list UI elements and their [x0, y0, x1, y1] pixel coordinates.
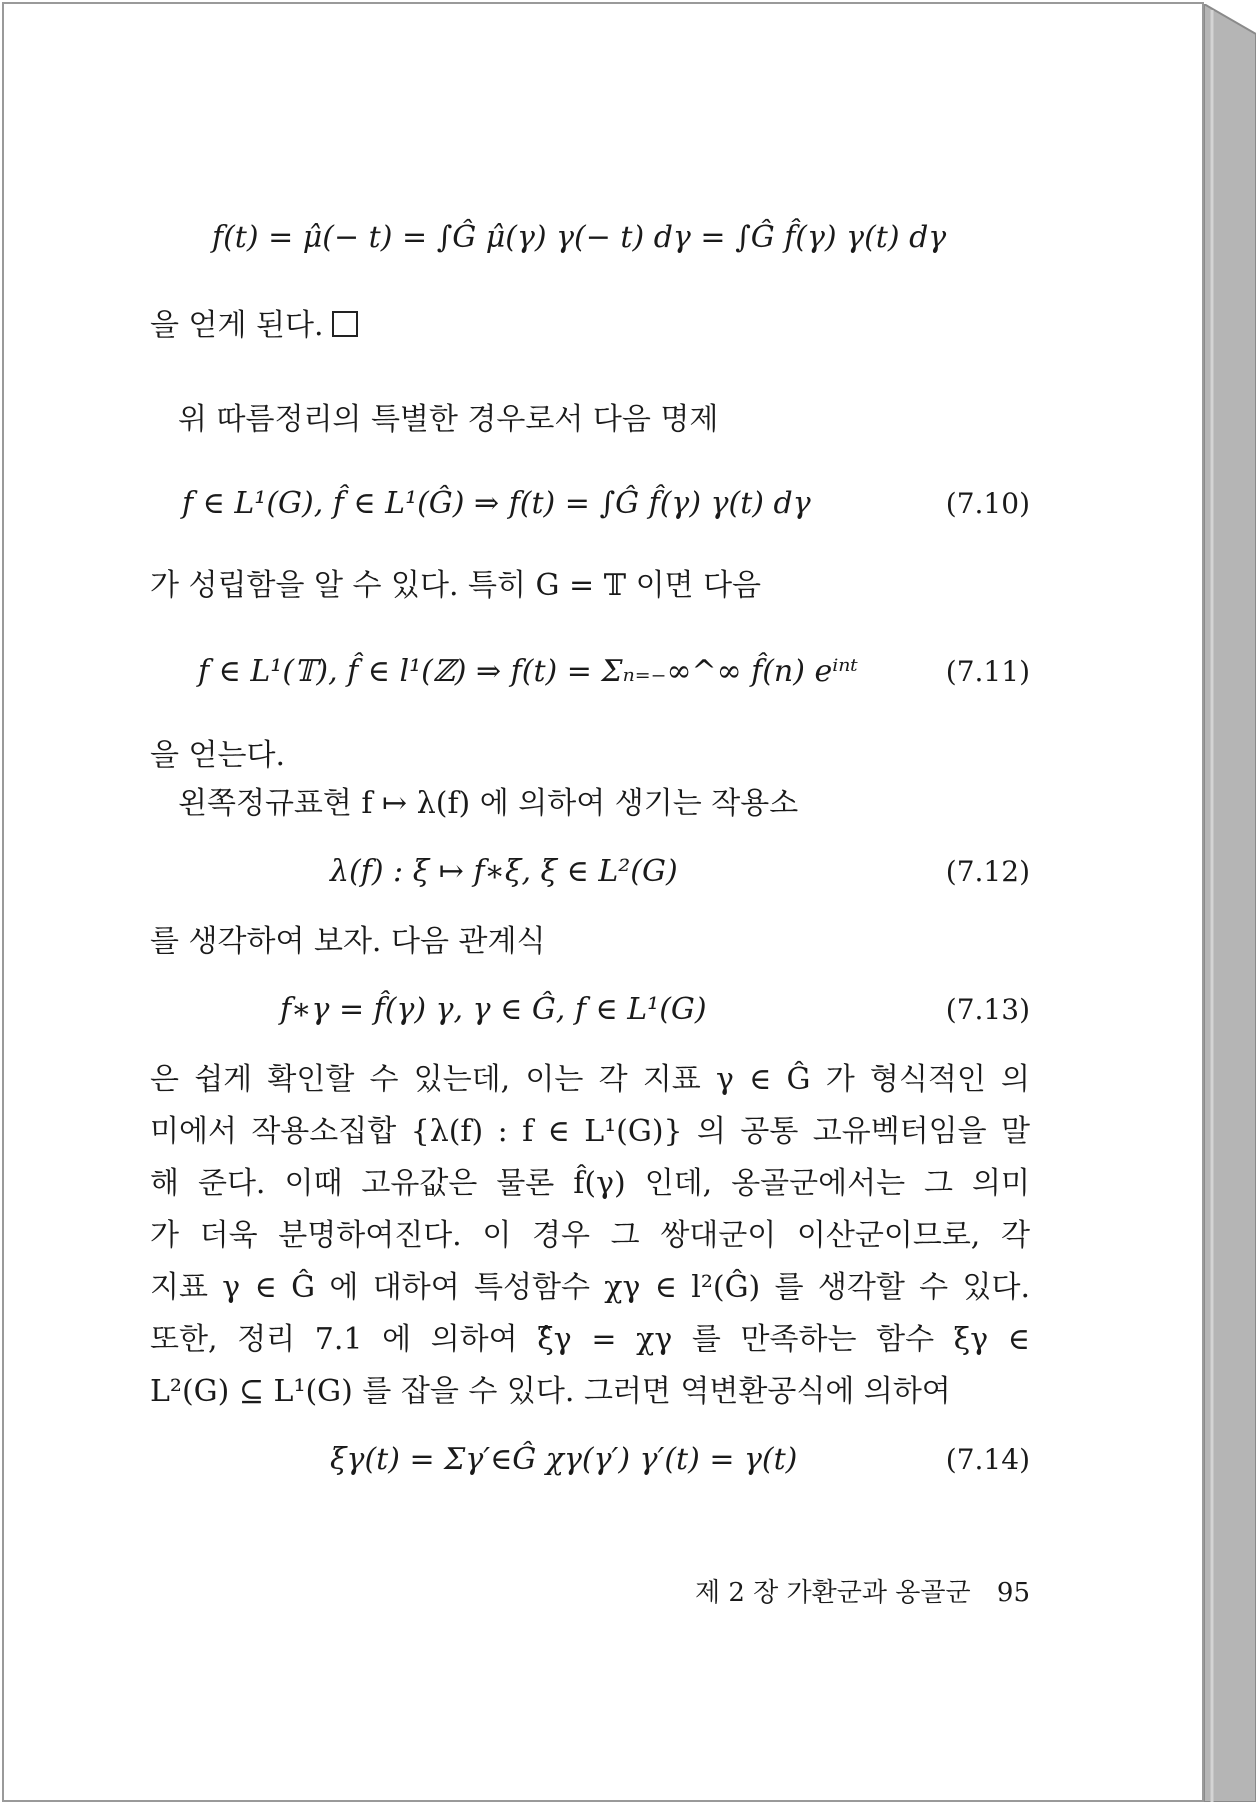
text-line: 미에서 작용소집합 {λ(f) : f ∈ L¹(G)} 의 공통 고유벡터임을 말 — [150, 1114, 1030, 1149]
text-line: 지표 γ ∈ Ĝ 에 대하여 특성함수 χγ ∈ l²(Ĝ) 를 생각할 수 있다. — [150, 1270, 1030, 1305]
chapter-title: 제 2 장 가환군과 옹골군 — [694, 1578, 971, 1608]
page-number: 95 — [996, 1578, 1030, 1608]
text-line: 또한, 정리 7.1 에 의하여 ξ̂γ = χγ 를 만족하는 함수 ξγ ∈ — [150, 1322, 1030, 1357]
page-footer — [695, 1572, 1030, 1609]
text-line: 을 얻는다. — [150, 738, 285, 773]
text-line: 가 더욱 분명하여진다. 이 경우 그 쌍대군이 이산군이므로, 각 — [150, 1218, 1030, 1253]
equation-7-12: λ(f) : ξ ↦ f∗ξ, ξ ∈ L²(G) — [330, 854, 678, 889]
equation-7-11: f ∈ L¹(𝕋), f̂ ∈ l¹(ℤ) ⇒ f(t) = Σₙ₌₋∞^∞ f̂(n) eⁱⁿᵗ — [198, 654, 858, 689]
text-line: 해 준다. 이때 고유값은 물론 f̂(γ) 인데, 옹골군에서는 그 의미 — [150, 1166, 1030, 1201]
text-line: 을 얻게 된다. — [150, 306, 1030, 346]
page-edge — [1204, 4, 1256, 1802]
qed-box-icon — [332, 311, 358, 337]
text-line: 왼쪽정규표현 f ↦ λ(f) 에 의하여 생기는 작용소 — [178, 786, 799, 821]
equation-7-14: ξγ(t) = Σγ′∈Ĝ χγ(γ′) γ′(t) = γ(t) — [330, 1442, 798, 1477]
equation-number: (7.14) — [945, 1443, 1030, 1476]
text-line: 를 생각하여 보자. 다음 관계식 — [150, 924, 546, 959]
text-line: 위 따름정리의 특별한 경우로서 다음 명제 — [178, 402, 719, 437]
book-page — [2, 2, 1204, 1802]
equation-number: (7.11) — [945, 655, 1030, 688]
text-line: L²(G) ⊆ L¹(G) 를 잡을 수 있다. 그러면 역변환공식에 의하여 — [150, 1374, 951, 1409]
text-line: 은 쉽게 확인할 수 있는데, 이는 각 지표 γ ∈ Ĝ 가 형식적인 의 — [150, 1062, 1030, 1097]
text-line: 가 성립함을 알 수 있다. 특히 G = 𝕋 이면 다음 — [150, 568, 762, 603]
equation-7-10: f ∈ L¹(G), f̂ ∈ L¹(Ĝ) ⇒ f(t) = ∫Ĝ f̂(γ) γ(t) dγ — [182, 486, 811, 521]
equation-number: (7.10) — [945, 487, 1030, 520]
equation-number: (7.12) — [945, 855, 1030, 888]
equation-number: (7.13) — [945, 993, 1030, 1026]
equation-top: f(t) = μ̂(− t) = ∫Ĝ μ̂(γ) γ(− t) dγ = ∫Ĝ f̂(γ) γ(t) dγ — [212, 220, 947, 255]
equation-7-13: f∗γ = f̂(γ) γ, γ ∈ Ĝ, f ∈ L¹(G) — [280, 992, 707, 1027]
